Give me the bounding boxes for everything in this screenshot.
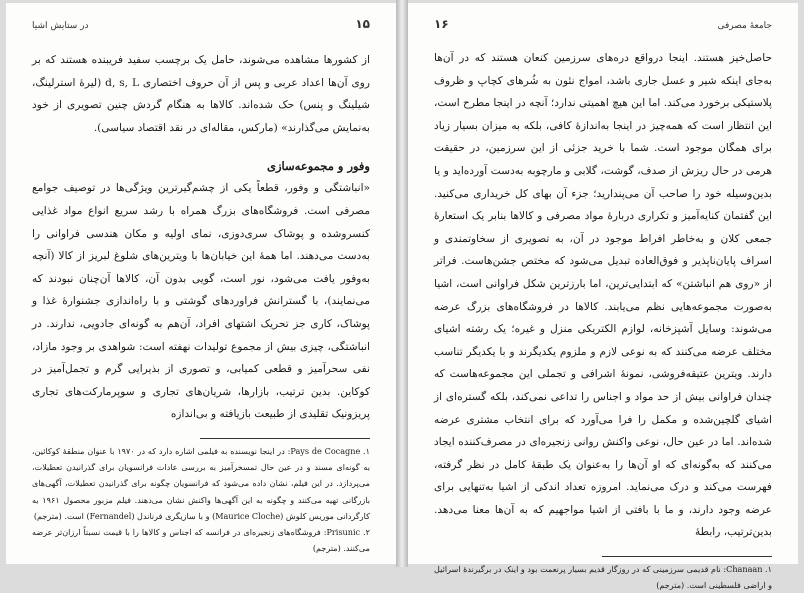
left-running-head: در ستایش اشیا [32, 21, 89, 31]
right-page [408, 3, 798, 591]
right-running-head: جامعهٔ مصرفی [717, 21, 772, 31]
left-paragraph-2: «انباشتگی و وفور، قطعاً یکی از چشم‌گیرترین ویژگی‌ها در توصیف جوامع مصرفی است. فروشگاه‌های بزرگ همراه با رشد سریع انواع مواد غذایی کنسروشده و پوشاک سری‌دوزی، نمای اولیه و مکان هندسی فراوانی را به‌دست می‌دهند. اما همهٔ این خیابان‌ها با ویترین‌های شلوغ لبریز از کالا (آنچه به‌وفور یافت می‌شود، نور است، گویی بدون آن، کالاها آن‌چنان نبودند که می‌نمایند)، با گسترانش فراوردهای گوشتی و با راه‌اندازی جشنوارهٔ غذا و پوشاک، کاری جز تحریک اشتهای افراد، آن‌هم به گونه‌ای جادویی، ندارند. در انباشتگی، چیزی بیش از مجموع تولیدات نهفته است: شواهدی بر وجود مازاد، نفی سحرآمیز و قطعی کمیابی، و تصوری از بذیرایی گرم و تجمل‌آمیز در کوکاین. بدین ترتیب، بازارها، شریان‌های تجاری و سوپرمارکت‌های تجاری پریزونیک تقلیدی از طبیعت بازیافته و بی‌اندازه [32, 182, 370, 421]
right-paragraph-1: حاصل‌خیز هستند. اینجا درواقع دره‌های سرزمین کنعان هستند که در آن‌ها به‌جای اینکه شیر و عسل جاری باشد، امواج نئون به شُرهای کچاپ و ظروف پلاستیکی برخورد می‌کند. اما این هیچ اهمیتی ندارد؛ آنچه در اینجا مطرح است، این انتظار است که همه‌چیز در اینجا به‌اندازهٔ کافی، بلکه به میزان بسیار زیاد برای همگان موجود است. شما با خرید جزئی از این سرزمین، در حقیقت هرمی در حال ریزش از صدف، گوشت، گلابی و مارچوبه به‌دست آورده‌اید و یا بدین‌وسیله خود را صاحب آن می‌پندارید؛ جزء آن بهای کل خریداری می‌کنید. این گفتمان کنایه‌آمیز و تکراری دربارهٔ مواد مصرفی و کالاها بنابر یک استعارهٔ جمعی کلان و به‌خاطر افراط موجود در آن، به تصویری از سخاوتمندی و اسراف پایان‌ناپذیر و فوق‌العاده تبدیل می‌شود که مختص جشن‌هاست. فراتر از «روی هم انباشتن» که ابتدایی‌ترین، اما بارزترین شکل فراوانی است، اشیا به‌صورت مجموعه‌هایی نظم می‌یابند. کالاها در فروشگاه‌های بزرگ عرضه می‌شوند: وسایل آشپزخانه، لوازم الکتریکی منزل و غیره؛ یک رشته اشیای مختلف عرضه می‌کنند که به نوعی لازم و ملزوم یکدیگرند و با یکدیگر تناسب دارند. ویترین عتیقه‌فروشی، نمونهٔ اشرافی و تجملی این مجموعه‌هاست که چندان فراوانی بیش از حد مواد و اجناس را تداعی نمی‌کند، بلکه گستره‌ای از اشیای گلچین‌شده و مکمل را فرا می‌آورد که برای انتخاب مشتری عرضه شده‌اند. اما در عین حال، نوعی واکنش روانی زنجیره‌ای در مصرف‌کننده ایجاد می‌کنند که به‌گونه‌ای که او آن‌ها را به‌عنوان یک طبقهٔ کامل در نظر گرفته، فهرست می‌کند و درک می‌نماید. امروزه تعداد اندکی از اشیا به‌تنهایی برای عرضه وجود دارند، و ما با بافتی از اشیا مواجهیم که به آن‌ها معنا می‌دهد. بدین‌ترتیب، رابطهٔ [434, 52, 772, 539]
right-page-body [434, 47, 772, 544]
left-footnotes [32, 443, 370, 556]
right-footnotes [434, 561, 772, 593]
book-gutter [396, 0, 408, 567]
left-footnote-2: ۲. Prisunic: فروشگاه‌های زنجیره‌ای در فرانسه که اجناس و کالاها را با قیمت نسبتاً ارزان‌تر عرضه می‌کنند. (مترجم) [32, 526, 370, 554]
left-page-body [32, 49, 370, 426]
right-footnote-1: ۱. Chanaan: نام قدیمی سرزمینی که در روزگار قدیم بسیار پرنعمت بود و اینک در برگیرندهٔ اسرائیل و اراضی فلسطینی است. (مترجم) [434, 564, 772, 591]
left-page [6, 3, 396, 564]
left-footnote-1: ۱. Pays de Cocagne: در اینجا نویسنده به فیلمی اشاره دارد که در ۱۹۷۰ با عنوان منطقهٔ کوکائین، به گونه‌ای مسند و در عین حال تمسخرآمیز به بررسی عادات فرانسویان برای گذرانیدن تعطیلات، می‌پردازد. در این فیلم، نشان داده می‌شود که فرانسویان چگونه برای گذرانیدن تعطیلات، آگهی‌های بازرگانی تهیه می‌کنند و چگونه به این آگهی‌ها واکنش نشان می‌دهند. فیلم مزبور محصول ۱۹۶۱ به کارگردانی موریس کلوش (Maurice Cloche) و با سازیگری فرناندل (Fernandel) است. (مترجم) [32, 445, 370, 521]
section-title: وفور و مجموعه‌سازی [266, 159, 370, 174]
right-footnote-rule [602, 556, 772, 557]
right-page-header [434, 13, 772, 31]
left-paragraph-1: از کشورها مشاهده می‌شوند، حامل یک برچسب سفید فریبنده هستند که بر روی آن‌ها اعداد عربی و پس از آن حروف اختصاری d, s, L (لیرهٔ استرلینگ، شیلینگ و پنس) حک شده‌اند. کالاها به هنگام گردش چنین تصویری از خود به‌نمایش می‌گذارند» (مارکس، مقاله‌ای در نقد اقتصاد سیاسی). [32, 54, 370, 134]
right-page-number: ۱۶ [434, 17, 449, 31]
left-footnote-rule [200, 438, 370, 439]
left-page-header [32, 13, 370, 31]
left-page-number: ۱۵ [355, 17, 370, 31]
